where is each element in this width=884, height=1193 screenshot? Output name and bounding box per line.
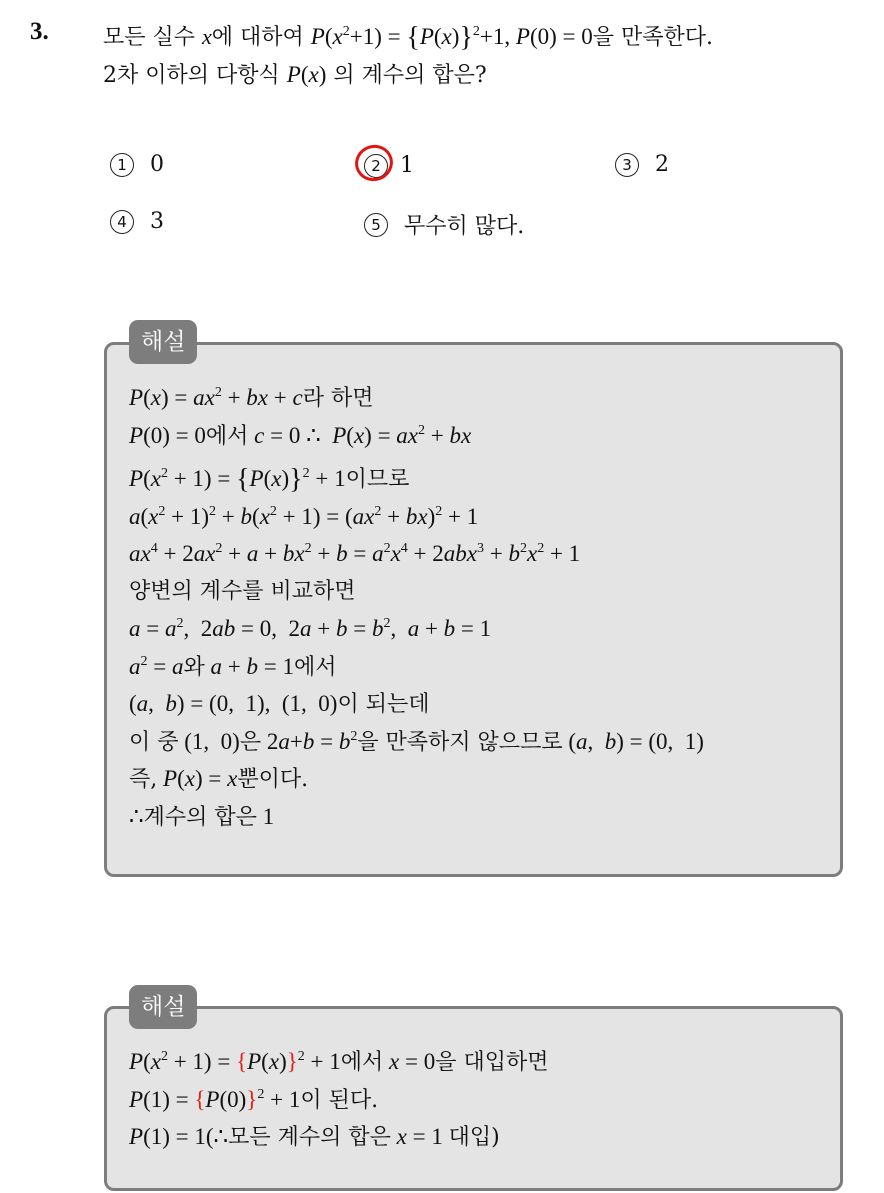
- question-text-line2: 2차 이하의 다항식 P(x) 의 계수의 합은?: [103, 62, 487, 88]
- solution-line: 양변의 계수를 비교하면: [129, 578, 356, 604]
- choice-number: 5: [364, 213, 388, 237]
- answer-mark-circle: [350, 140, 397, 186]
- question-number: 3.: [30, 18, 49, 45]
- choice-number: 2: [364, 154, 388, 178]
- choice-4[interactable]: [110, 209, 164, 234]
- solution-1-body: [129, 379, 704, 835]
- solution-box-1: [104, 342, 843, 877]
- solution-line: $P(x^2 + 1) = \{P(x)\}^2 + 1$이므로: [129, 464, 410, 495]
- choice-1[interactable]: [110, 152, 164, 177]
- choice-2[interactable]: [364, 152, 414, 178]
- solution-line: ∴계수의 합은 1: [129, 803, 275, 830]
- choice-label: 3: [150, 209, 164, 234]
- choice-number: 4: [110, 210, 134, 234]
- choice-3[interactable]: [615, 152, 669, 177]
- choice-label: 무수히 많다.: [404, 214, 525, 239]
- solution-line: 이 중 (1, 0)은 $2a+b = b^2$을 만족하지 않으므로 (a, b) = (0, 1): [129, 728, 704, 755]
- solution-line: P(0) = 0에서 c = 0 ∴ $P(x) = ax^2$ + bx: [129, 422, 472, 449]
- solution-line: $P(x^2 + 1) = \{P(x)\}^2 + 1$에서 x = 0을 대입하면: [129, 1049, 549, 1075]
- solution-line: $P(1) = \{P(0)\}^2 + 1$이 된다.: [129, 1086, 379, 1113]
- question-text-line1: 모든 실수 x에 대하여 $P(x^2+1) = \{P(x)\}^2+1$, P(0) = 0을 만족한다.: [103, 22, 713, 53]
- choice-number: 1: [110, 153, 134, 177]
- solution-1-tab: 해설: [129, 320, 197, 364]
- solution-line: $a(x^2 + 1)^2 + b(x^2 + 1) = (ax^2 + bx)^2 + 1$: [129, 503, 479, 529]
- solution-2-body: [129, 1043, 549, 1156]
- solution-line: $a = a^2$, 2ab = 0, $2a + b = b^2$, a + b = 1: [129, 616, 492, 641]
- solution-line: P(1) = 1(∴모든 계수의 합은 x = 1 대입): [129, 1124, 500, 1150]
- solution-line: $a^2 = a$와 a + b = 1에서: [129, 653, 337, 680]
- solution-line: (a, b) = (0, 1), (1, 0)이 되는데: [129, 691, 430, 717]
- choice-5[interactable]: [364, 209, 524, 240]
- solution-2-tab: 해설: [129, 985, 197, 1029]
- solution-line: $P(x) = ax^2$ + bx + c라 하면: [129, 385, 374, 411]
- choice-label: 1: [400, 152, 414, 178]
- choice-label: 0: [150, 152, 164, 177]
- choice-label: 2: [655, 152, 669, 177]
- choice-number: 3: [615, 153, 639, 177]
- solution-line: $ax^4 + 2ax^2 + a + bx^2 + b = a^2x^4 + 2abx^3 + b^2x^2 + 1$: [129, 541, 581, 566]
- solution-box-2: [104, 1006, 843, 1191]
- solution-line: 즉, P(x) = x뿐이다.: [129, 766, 309, 792]
